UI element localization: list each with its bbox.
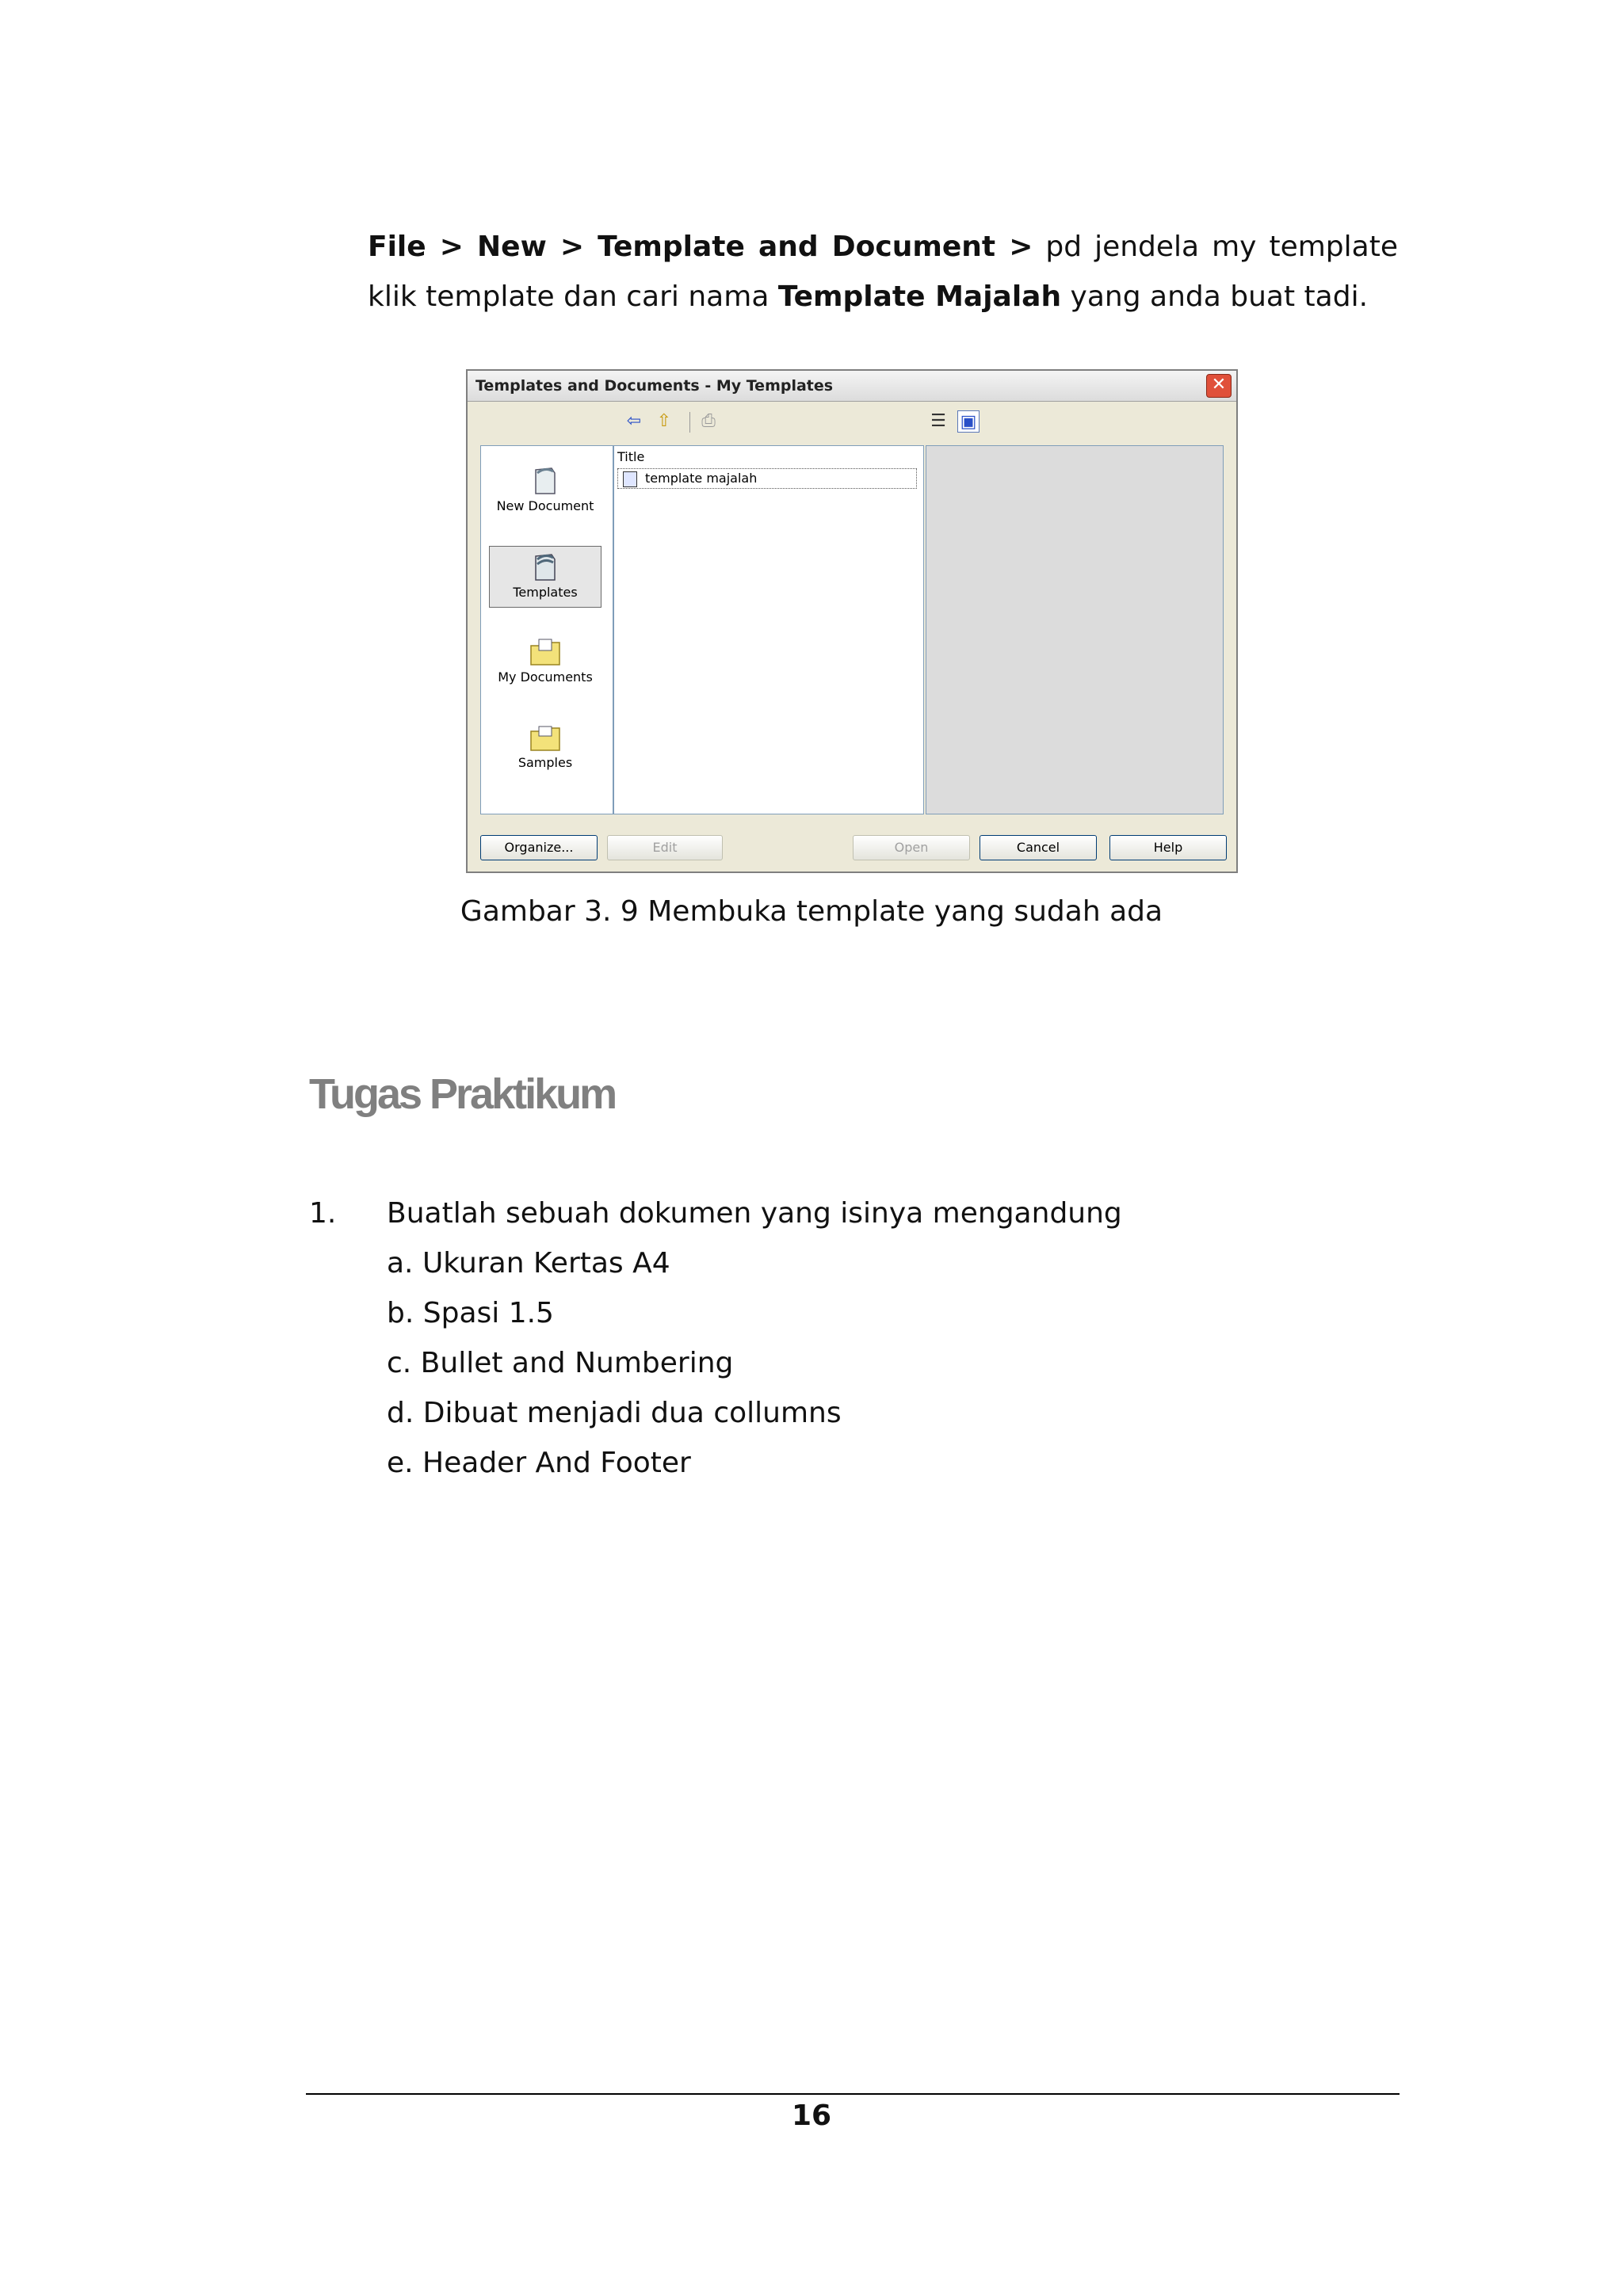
nav-templates[interactable] — [489, 546, 601, 608]
nav-my-documents[interactable] — [489, 631, 601, 693]
intro-paragraph — [368, 222, 1398, 322]
intro-template-name: Template Majalah — [777, 280, 1062, 313]
nav-samples-label: Samples — [517, 755, 573, 770]
list-view-icon[interactable]: ☰ — [930, 411, 946, 431]
document-icon — [623, 471, 637, 487]
dialog-titlebar — [468, 371, 1236, 402]
task-number: 1. — [309, 1197, 337, 1230]
nav-samples[interactable] — [489, 717, 601, 779]
footer-rule — [306, 2093, 1400, 2095]
list-item-label: template majalah — [645, 471, 758, 486]
task-list — [309, 1188, 1419, 1479]
templates-icon — [528, 551, 563, 583]
dialog-title: Templates and Documents - My Templates — [475, 377, 834, 395]
nav-templates-label: Templates — [513, 585, 578, 600]
nav-new-document[interactable] — [489, 460, 601, 522]
template-list-pane — [613, 445, 924, 814]
intro-text-2: yang anda buat tadi. — [1061, 280, 1369, 313]
preview-pane — [926, 445, 1224, 814]
intro-text-1: pd jendela my template klik template dan cari nama — [368, 231, 1398, 313]
section-heading: Tugas Praktikum — [309, 1070, 616, 1118]
print-icon[interactable]: ⎙ — [701, 411, 716, 431]
my-documents-folder-icon — [528, 636, 563, 668]
cancel-button[interactable]: Cancel — [980, 835, 1097, 860]
samples-folder-icon — [528, 722, 563, 753]
edit-button[interactable]: Edit — [607, 835, 723, 860]
templates-dialog — [466, 369, 1238, 873]
toolbar-separator — [689, 412, 690, 433]
organize-button[interactable]: Organize... — [480, 835, 598, 860]
nav-new-document-label: New Document — [496, 498, 594, 513]
subitem: d. Dibuat menjadi dua collumns — [387, 1397, 842, 1429]
preview-view-icon[interactable]: ▣ — [957, 410, 980, 433]
column-header-title[interactable]: Title — [617, 449, 645, 464]
dialog-button-row — [468, 835, 1236, 862]
figure-caption: Gambar 3. 9 Membuka template yang sudah ada — [460, 895, 1163, 928]
subitem: e. Header And Footer — [387, 1447, 691, 1479]
subitem: c. Bullet and Numbering — [387, 1347, 734, 1379]
subitem: a. Ukuran Kertas A4 — [387, 1247, 670, 1280]
open-button[interactable]: Open — [853, 835, 970, 860]
folder-up-icon[interactable]: ⇧ — [656, 411, 672, 431]
close-button[interactable]: ✕ — [1206, 374, 1232, 398]
nav-my-documents-label: My Documents — [498, 669, 593, 685]
task-text: Buatlah sebuah dokumen yang isinya mengandung — [387, 1197, 1122, 1230]
places-pane — [480, 445, 613, 814]
subitem: b. Spasi 1.5 — [387, 1297, 554, 1329]
help-button[interactable]: Help — [1109, 835, 1227, 860]
back-icon[interactable]: ⇦ — [626, 411, 642, 431]
page-number: 16 — [791, 2100, 832, 2132]
dialog-toolbar — [468, 409, 1236, 437]
list-item[interactable] — [617, 468, 917, 489]
new-document-icon — [528, 465, 563, 497]
intro-menu-path: File > New > Template and Document > — [368, 231, 1033, 263]
